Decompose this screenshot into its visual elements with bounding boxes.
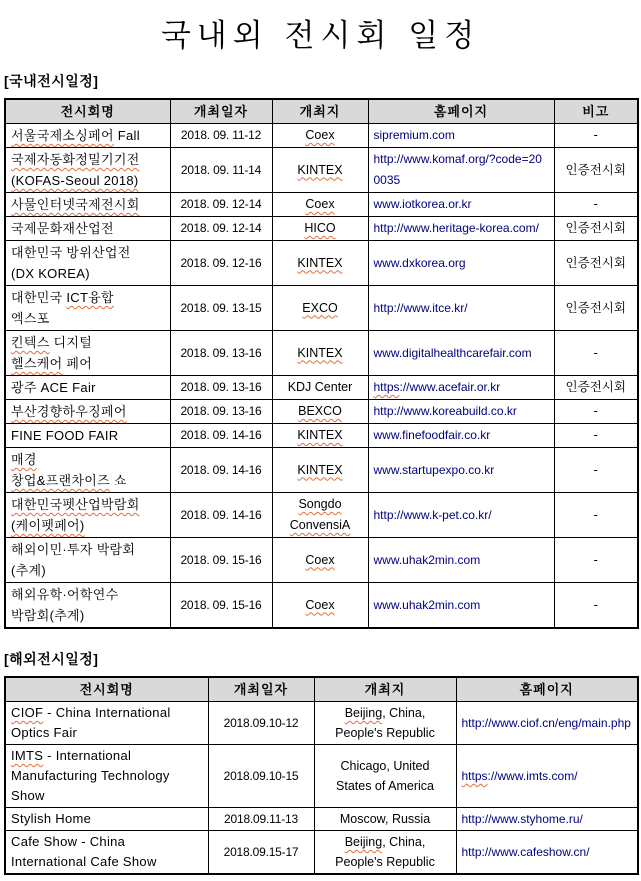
spellcheck-underline: https [461,769,488,783]
note-cell: - [554,424,638,448]
venue-cell [272,424,368,448]
date-cell: 2018. 09. 14-16 [170,493,272,538]
venue-cell [272,217,368,241]
venue-cell [272,286,368,331]
homepage-link[interactable]: http://www.komaf.org/?code=200035 [373,152,542,187]
note-cell: 인증전시회 [554,286,638,331]
homepage-cell [456,702,638,745]
note-cell: 인증전시회 [554,376,638,400]
venue-cell [272,241,368,286]
table-row [5,424,638,448]
column-header: 홈페이지 [368,99,554,124]
note-cell: 인증전시회 [554,217,638,241]
date-cell: 2018. 09. 11-12 [170,124,272,148]
date-cell: 2018. 09. 11-14 [170,148,272,193]
spellcheck-underline: 킨텍스 [11,335,50,350]
name-cell: Cafe Show - China International Cafe Show [5,831,208,875]
homepage-link[interactable]: www.startupexpo.co.kr [373,462,495,477]
domestic-table-header [5,99,638,124]
date-cell: 2018. 09. 13-16 [170,331,272,376]
homepage-link[interactable]: https://www.imts.com/ [461,769,578,783]
name-cell [5,400,170,424]
homepage-cell [368,286,554,331]
venue-cell [272,448,368,493]
name-cell: 매경 창업&프랜차이즈 쇼 [5,448,170,493]
venue-cell: Moscow, Russia [314,808,456,831]
homepage-link[interactable]: www.digitalhealthcarefair.com [373,345,532,360]
homepage-cell [368,448,554,493]
note-cell: - [554,400,638,424]
page-title: 국내외 전시회 일정 [160,18,481,54]
name-cell [5,148,170,193]
table-row [5,745,638,808]
homepage-link[interactable]: http://www.ciof.cn/eng/main.php [461,716,631,730]
name-cell: IMTS - International Manufacturing Technology Show [5,745,208,808]
spellcheck-underline: KINTEX [297,162,343,177]
name-cell: FINE FOOD FAIR [5,424,170,448]
venue-cell [272,148,368,193]
spellcheck-underline: (KOFAS-Seoul 2018) [11,173,139,188]
note-cell: 인증전시회 [554,148,638,193]
date-cell: 2018. 09. 12-14 [170,193,272,217]
note-cell: - [554,493,638,538]
spellcheck-underline: 창업&프랜차이즈 [11,473,110,488]
spellcheck-underline: https [373,380,400,394]
spellcheck-underline: ConvensiA [289,518,351,532]
date-cell: 2018. 09. 15-16 [170,538,272,583]
note-cell: - [554,124,638,148]
homepage-link[interactable]: http://www.cafeshow.cn/ [461,845,590,859]
overseas-section-label: [해외전시일정] [4,651,99,667]
overseas-table [4,676,639,875]
spellcheck-underline: Beijing [344,706,383,720]
overseas-table-header [5,677,638,702]
venue-cell [272,493,368,538]
column-header: 비고 [554,99,638,124]
note-cell: - [554,448,638,493]
date-cell: 2018.09.10-15 [208,745,314,808]
spellcheck-underline: Beijing [344,835,383,849]
table-row [5,124,638,148]
header-row [5,677,638,702]
name-cell: 킨텍스 디지털 헬스케어 페어 [5,331,170,376]
venue-cell: Beijing, China, People's Republic [314,702,456,745]
spellcheck-underline: 부산경향하우징페어 [11,404,127,419]
venue-cell: Chicago, United States of America [314,745,456,808]
name-cell: 대한민국 방위산업전 (DX KOREA) [5,241,170,286]
homepage-cell [456,808,638,831]
date-cell: 2018. 09. 13-16 [170,376,272,400]
spellcheck-underline: BEXCO [298,404,342,418]
name-cell: 국제문화재산업전 [5,217,170,241]
homepage-link[interactable]: https://www.acefair.or.kr [373,380,501,394]
spellcheck-underline: KINTEX [297,428,343,442]
spellcheck-underline: CIOF [11,705,44,720]
name-cell: CIOF - China International Optics Fair [5,702,208,745]
header-row [5,99,638,124]
spellcheck-underline: 대한민국펫산업박람회 [11,497,140,512]
spellcheck-underline: 헬스케어 [11,356,63,371]
homepage-cell [368,583,554,629]
venue-cell [272,331,368,376]
table-row [5,148,638,193]
date-cell: 2018. 09. 12-16 [170,241,272,286]
name-cell: 해외이민·투자 박람회 (추계) [5,538,170,583]
date-cell: 2018.09.10-12 [208,702,314,745]
venue-cell: KDJ Center [272,376,368,400]
name-cell [5,493,170,538]
date-cell: 2018.09.11-13 [208,808,314,831]
homepage-cell [456,831,638,875]
spellcheck-underline: KINTEX [297,255,343,270]
name-cell [5,193,170,217]
note-cell: - [554,331,638,376]
domestic-table-body [5,124,638,629]
column-header: 개최지 [314,677,456,702]
date-cell: 2018. 09. 13-16 [170,400,272,424]
spellcheck-underline: Songdo [298,497,342,511]
table-row [5,376,638,400]
note-cell: - [554,583,638,629]
table-row [5,808,638,831]
homepage-cell [368,124,554,148]
note-cell: - [554,193,638,217]
spellcheck-underline: KINTEX [297,462,343,477]
spellcheck-underline: KINTEX [297,345,343,360]
table-row [5,493,638,538]
spellcheck-underline: ICT융합 [66,290,114,305]
spellcheck-underline: Coex [305,552,335,567]
homepage-cell [456,745,638,808]
table-row [5,193,638,217]
venue-cell [272,124,368,148]
venue-cell [272,193,368,217]
homepage-link[interactable]: http://www.k-pet.co.kr/ [373,507,492,522]
column-header: 개최지 [272,99,368,124]
column-header: 전시회명 [5,677,208,702]
homepage-cell [368,400,554,424]
homepage-link[interactable]: http://www.styhome.ru/ [461,812,583,826]
name-cell: 광주 ACE Fair [5,376,170,400]
date-cell: 2018. 09. 15-16 [170,583,272,629]
homepage-cell [368,538,554,583]
table-row [5,217,638,241]
spellcheck-underline: IMTS [11,748,44,763]
name-cell: 서울국제소싱페어 Fall [5,124,170,148]
overseas-table-body [5,702,638,875]
spellcheck-underline: Coex [305,597,335,612]
table-row [5,286,638,331]
homepage-link[interactable]: www.dxkorea.org [373,255,466,270]
homepage-cell [368,217,554,241]
note-cell: - [554,538,638,583]
table-row [5,448,638,493]
homepage-cell [368,493,554,538]
column-header: 홈페이지 [456,677,638,702]
column-header: 개최일자 [170,99,272,124]
table-row [5,583,638,629]
homepage-link[interactable]: www.finefoodfair.co.kr [373,428,491,442]
venue-cell [272,583,368,629]
note-cell: 인증전시회 [554,241,638,286]
name-cell: Stylish Home [5,808,208,831]
homepage-link[interactable]: http://www.heritage-korea.com/ [373,221,539,235]
homepage-link[interactable]: http://www.itce.kr/ [373,300,468,315]
table-row [5,241,638,286]
column-header: 개최일자 [208,677,314,702]
table-row [5,331,638,376]
homepage-cell [368,331,554,376]
spellcheck-underline: Coex [305,197,335,211]
spellcheck-underline: Coex [305,128,335,142]
homepage-link[interactable]: www.uhak2min.com [373,597,481,612]
spellcheck-underline: (케이펫페어) [11,518,85,533]
table-row [5,400,638,424]
name-cell: 해외유학·어학연수 박람회(추계) [5,583,170,629]
table-row [5,831,638,875]
domestic-table [4,98,639,629]
spellcheck-underline: HICO [304,221,336,235]
date-cell: 2018. 09. 12-14 [170,217,272,241]
name-cell: 대한민국 ICT융합 엑스포 [5,286,170,331]
domestic-section-label: [국내전시일정] [4,73,99,89]
date-cell: 2018. 09. 13-15 [170,286,272,331]
table-row [5,702,638,745]
venue-cell: Beijing, China, People's Republic [314,831,456,875]
spellcheck-underline: 국제자동화정밀기기전 [11,152,140,167]
spellcheck-underline: EXCO [302,300,338,315]
column-header: 전시회명 [5,99,170,124]
table-row [5,538,638,583]
homepage-link[interactable]: www.iotkorea.or.kr [373,197,472,211]
spellcheck-underline: 매경 [11,452,37,467]
homepage-cell [368,193,554,217]
homepage-link[interactable]: http://www.koreabuild.co.kr [373,404,517,418]
date-cell: 2018. 09. 14-16 [170,424,272,448]
homepage-cell [368,376,554,400]
spellcheck-underline: 서울국제소싱페어 [11,128,114,143]
date-cell: 2018. 09. 14-16 [170,448,272,493]
homepage-link[interactable]: sipremium.com [373,128,455,142]
date-cell: 2018.09.15-17 [208,831,314,875]
homepage-link[interactable]: www.uhak2min.com [373,552,481,567]
venue-cell [272,538,368,583]
venue-cell [272,400,368,424]
homepage-cell [368,148,554,193]
spellcheck-underline: 사물인터넷국제전시회 [11,197,140,212]
homepage-cell [368,241,554,286]
homepage-cell [368,424,554,448]
